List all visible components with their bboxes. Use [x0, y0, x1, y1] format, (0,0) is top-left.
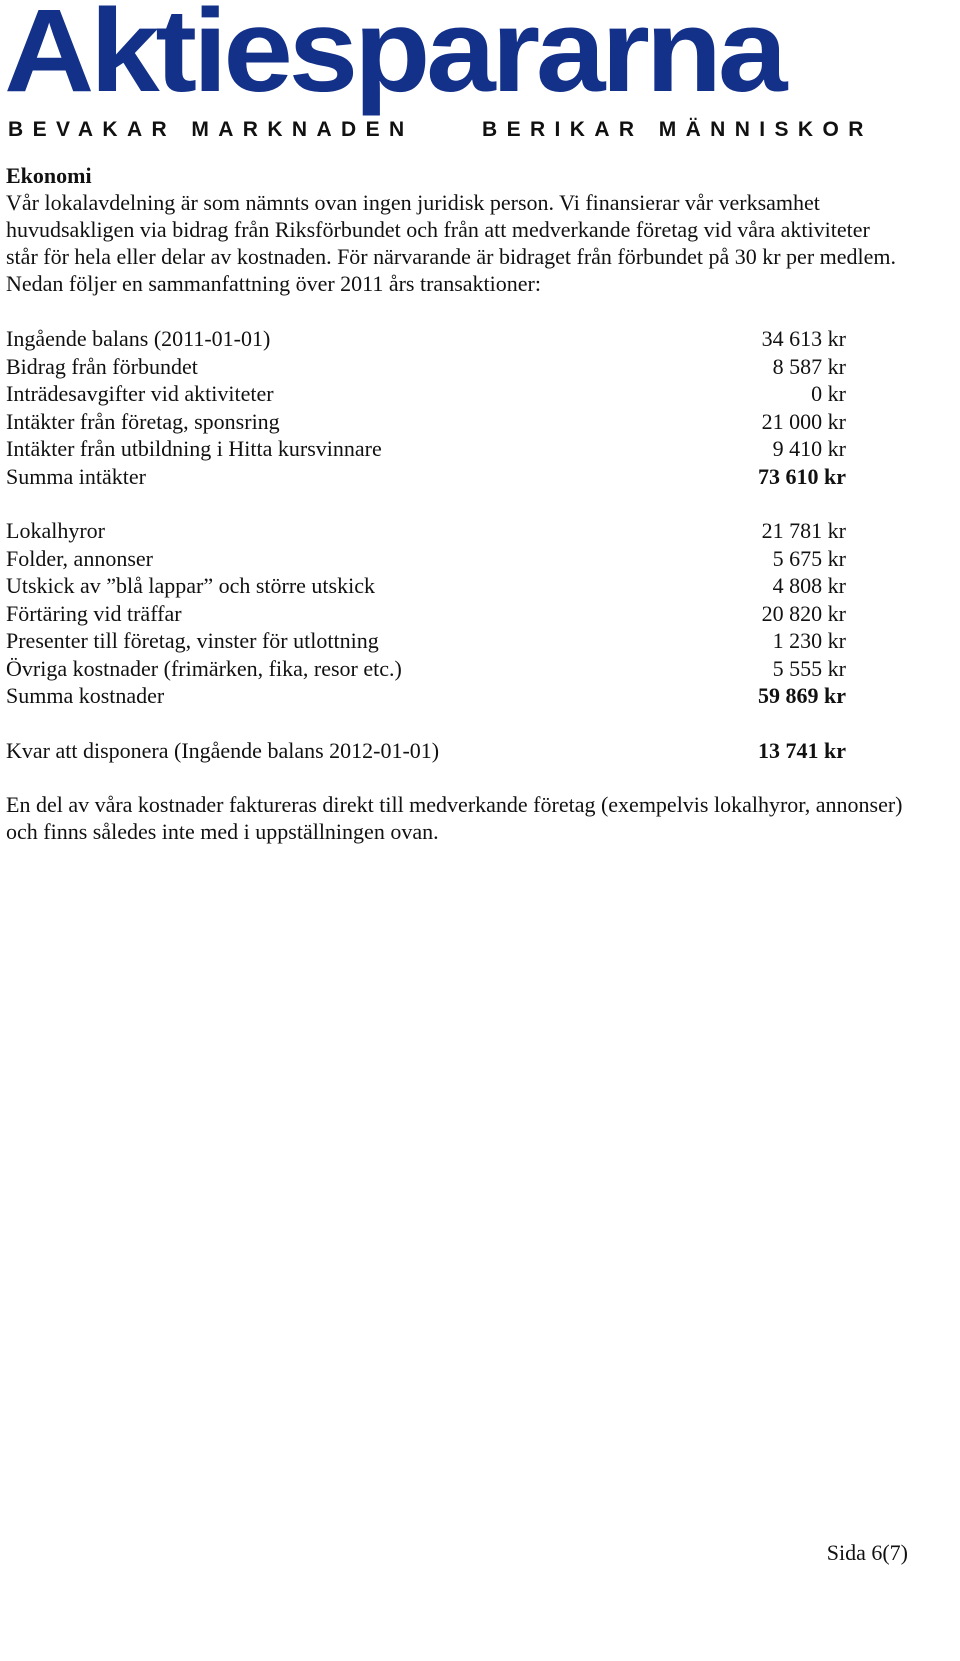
- row-label: Kvar att disponera (Ingående balans 2012-01-01): [6, 737, 440, 763]
- row-label: Intäkter från utbildning i Hitta kursvinnare: [6, 436, 382, 461]
- costs-list: [6, 517, 906, 710]
- table-row: [6, 408, 846, 436]
- row-amount: 21 781 kr: [761, 518, 846, 543]
- row-amount: 4 808 kr: [772, 573, 846, 598]
- income-list: [6, 325, 906, 490]
- row-amount: 8 587 kr: [772, 353, 846, 379]
- table-row: [6, 655, 846, 683]
- row-label: Bidrag från förbundet: [6, 353, 198, 379]
- row-label: Ingående balans (2011-01-01): [6, 326, 271, 351]
- row-label: Förtäring vid träffar: [6, 600, 182, 626]
- table-row: [6, 325, 846, 353]
- table-row: [6, 380, 846, 408]
- row-label: Övriga kostnader (frimärken, fika, resor etc.): [6, 655, 402, 681]
- remaining-balance-row: [6, 737, 846, 765]
- logo-tagline-left: BEVAKAR MARKNADEN: [8, 118, 414, 141]
- row-amount: 0 kr: [811, 381, 846, 406]
- row-amount: 21 000 kr: [761, 408, 846, 434]
- income-total-row: [6, 463, 846, 491]
- row-amount: 59 869 kr: [758, 683, 846, 708]
- row-amount: 5 675 kr: [772, 545, 846, 571]
- table-row: [6, 572, 846, 600]
- logo: [4, 0, 904, 150]
- page-number: Sida 6(7): [826, 1540, 908, 1565]
- row-label: Folder, annonser: [6, 545, 153, 571]
- table-row: [6, 600, 846, 628]
- row-label: Summa kostnader: [6, 683, 165, 708]
- intro-paragraph: Vår lokalavdelning är som nämnts ovan ingen juridisk person. Vi finansierar vår verksamhet huvudsakligen via bidrag från Riksförbundet och från att medverkande företag vid våra aktiviteter står för hela eller delar av kostnaden. För närvarande är bidraget från förbundet på 30 kr per medlem. Nedan följer en sammanfattning över 2011 års transaktioner:: [6, 190, 897, 296]
- row-label: Presenter till företag, vinster för utlottning: [6, 628, 379, 653]
- table-row: [6, 517, 846, 545]
- table-row: [6, 545, 846, 573]
- logo-wordmark: Aktiespararna: [4, 0, 784, 117]
- row-amount: 13 741 kr: [758, 737, 846, 763]
- row-amount: 1 230 kr: [772, 628, 846, 653]
- row-label: Utskick av ”blå lappar” och större utskick: [6, 573, 375, 598]
- table-row: [6, 435, 846, 463]
- row-amount: 5 555 kr: [772, 655, 846, 681]
- note-paragraph: En del av våra kostnader faktureras direkt till medverkande företag (exempelvis lokalhyror, annonser) och finns således inte med i uppställningen ovan.: [6, 792, 903, 844]
- row-amount: 20 820 kr: [761, 600, 846, 626]
- row-amount: 34 613 kr: [761, 326, 846, 351]
- table-row: [6, 353, 846, 381]
- row-label: Intäkter från företag, sponsring: [6, 408, 280, 434]
- logo-tagline-right: BERIKAR MÄNNISKOR: [482, 118, 873, 141]
- row-label: Summa intäkter: [6, 463, 146, 489]
- row-label: Lokalhyror: [6, 518, 105, 543]
- row-label: Inträdesavgifter vid aktiviteter: [6, 381, 274, 406]
- document-body: [6, 162, 906, 845]
- row-amount: 9 410 kr: [772, 436, 846, 461]
- costs-total-row: [6, 682, 846, 710]
- section-heading: Ekonomi: [6, 163, 92, 188]
- row-amount: 73 610 kr: [758, 463, 846, 489]
- table-row: [6, 627, 846, 655]
